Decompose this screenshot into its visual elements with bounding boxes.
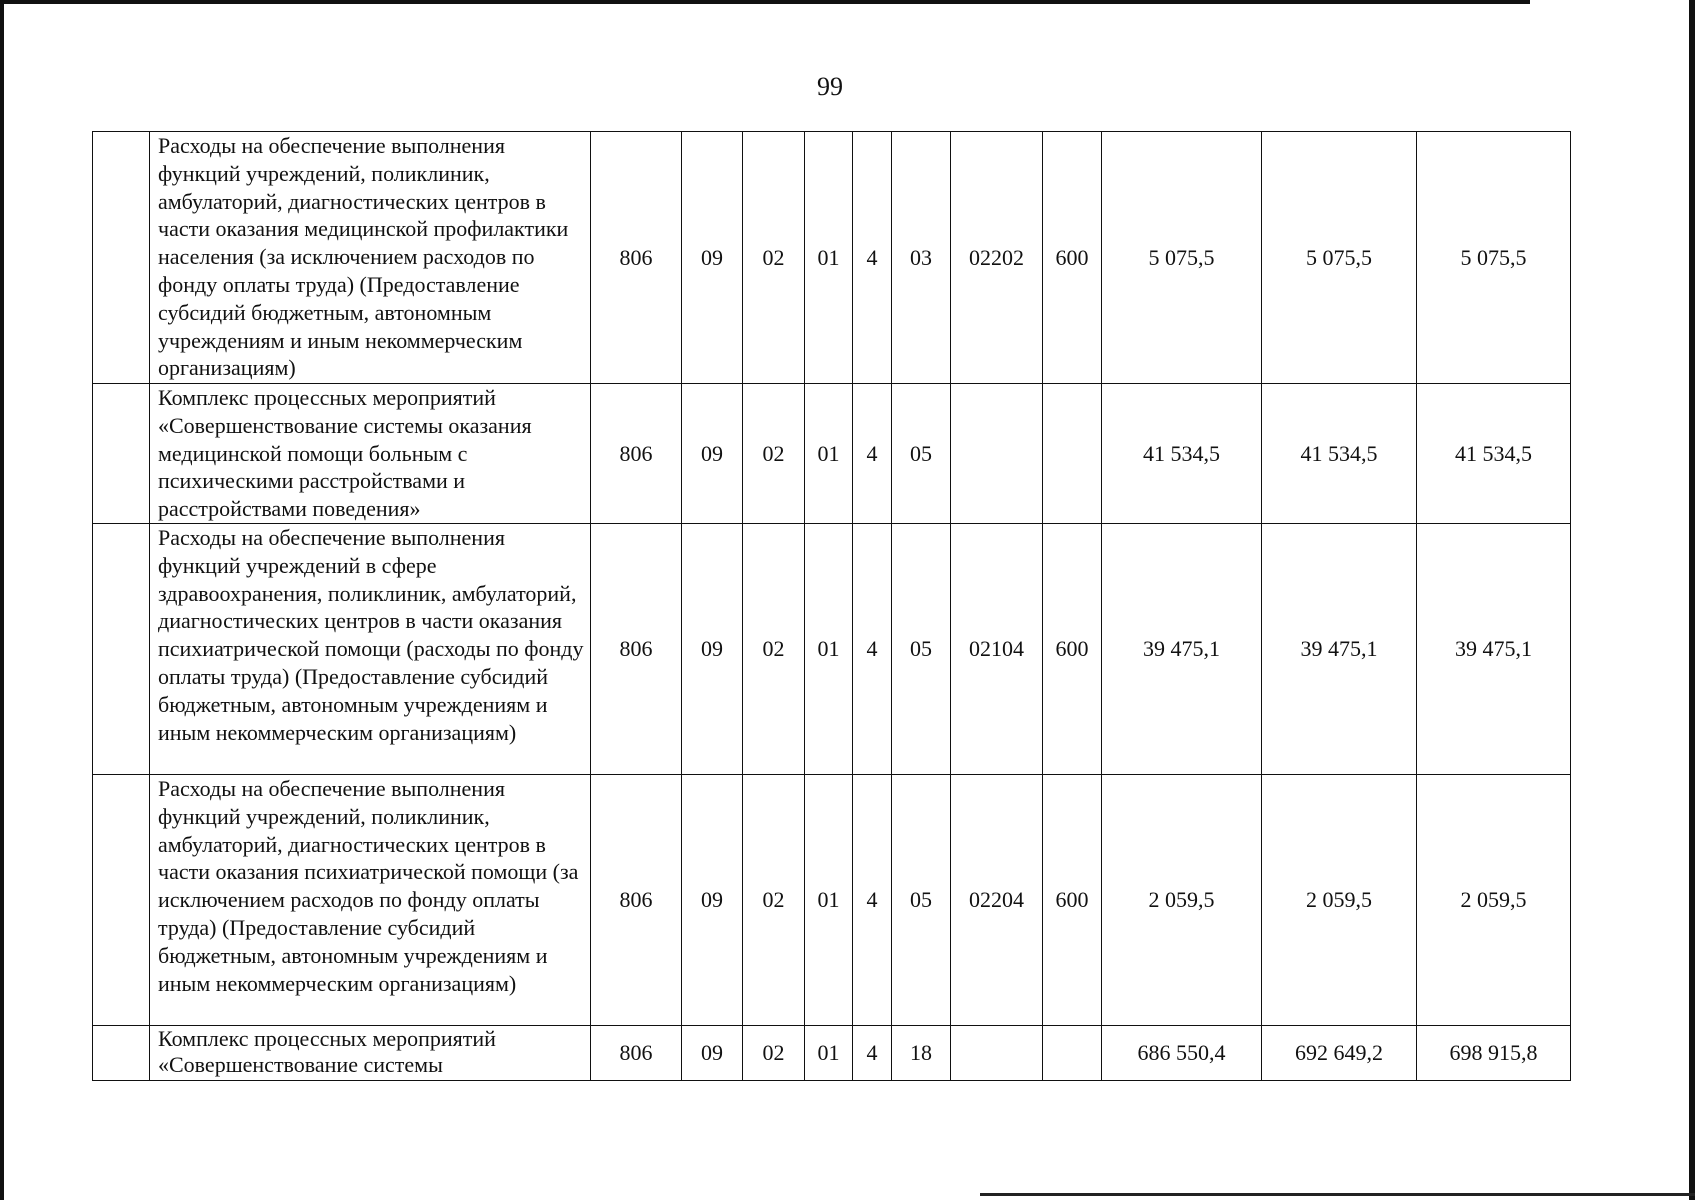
type-cell: 4 xyxy=(853,1026,892,1081)
amount-year1-cell: 686 550,4 xyxy=(1102,1026,1262,1081)
amount-year1-cell: 5 075,5 xyxy=(1102,132,1262,384)
table-row xyxy=(93,775,1571,1026)
row-number-cell xyxy=(93,524,150,775)
description-cell: Комплекс процессных мероприятий «Совершенствование системы оказания медицинской помощи больным с психическими расстройствами и расстройствами поведения» xyxy=(150,384,591,524)
subprogram-cell: 18 xyxy=(892,1026,951,1081)
subsection-cell: 02 xyxy=(743,775,805,1026)
amount-year2-cell: 5 075,5 xyxy=(1262,132,1417,384)
row-number-cell xyxy=(93,775,150,1026)
type-cell: 4 xyxy=(853,524,892,775)
direction-cell: 02204 xyxy=(951,775,1043,1026)
type-cell: 4 xyxy=(853,132,892,384)
table-row xyxy=(93,384,1571,524)
subsection-cell: 02 xyxy=(743,524,805,775)
description-cell: Расходы на обеспечение выполнения функций учреждений, поликлиник, амбулаторий, диагностических центров в части оказания медицинской профилактики населения (за исключением расходов по фонду оплаты труда) (Предоставление субсидий бюджетным, автономным учреждениям и иным некоммерческим организациям) xyxy=(150,132,591,384)
row-number-cell xyxy=(93,384,150,524)
subprogram-cell: 05 xyxy=(892,775,951,1026)
description-cell: Расходы на обеспечение выполнения функций учреждений, поликлиник, амбулаторий, диагностических центров в части оказания психиатрической помощи (за исключением расходов по фонду оплаты труда) (Предоставление субсидий бюджетным, автономным учреждениям и иным некоммерческим организациям) xyxy=(150,775,591,1026)
table-row xyxy=(93,524,1571,775)
amount-year3-cell: 41 534,5 xyxy=(1417,384,1571,524)
section-cell: 09 xyxy=(682,524,743,775)
amount-year3-cell: 698 915,8 xyxy=(1417,1026,1571,1081)
grbs-cell: 806 xyxy=(591,524,682,775)
direction-cell: 02202 xyxy=(951,132,1043,384)
table-row xyxy=(93,132,1571,384)
expense-type-cell: 600 xyxy=(1043,524,1102,775)
type-cell: 4 xyxy=(853,775,892,1026)
grbs-cell: 806 xyxy=(591,1026,682,1081)
program-cell: 01 xyxy=(805,384,853,524)
section-cell: 09 xyxy=(682,384,743,524)
amount-year3-cell: 39 475,1 xyxy=(1417,524,1571,775)
scan-border-right xyxy=(1689,0,1695,1200)
type-cell: 4 xyxy=(853,384,892,524)
section-cell: 09 xyxy=(682,775,743,1026)
grbs-cell: 806 xyxy=(591,775,682,1026)
subprogram-cell: 03 xyxy=(892,132,951,384)
scan-border-top xyxy=(0,0,1530,4)
subprogram-cell: 05 xyxy=(892,384,951,524)
direction-cell: 02104 xyxy=(951,524,1043,775)
section-cell: 09 xyxy=(682,132,743,384)
program-cell: 01 xyxy=(805,132,853,384)
amount-year2-cell: 41 534,5 xyxy=(1262,384,1417,524)
program-cell: 01 xyxy=(805,775,853,1026)
row-number-cell xyxy=(93,1026,150,1081)
subsection-cell: 02 xyxy=(743,132,805,384)
direction-cell xyxy=(951,384,1043,524)
amount-year2-cell: 2 059,5 xyxy=(1262,775,1417,1026)
program-cell: 01 xyxy=(805,524,853,775)
amount-year3-cell: 5 075,5 xyxy=(1417,132,1571,384)
section-cell: 09 xyxy=(682,1026,743,1081)
grbs-cell: 806 xyxy=(591,132,682,384)
amount-year1-cell: 41 534,5 xyxy=(1102,384,1262,524)
expense-type-cell xyxy=(1043,384,1102,524)
expense-type-cell: 600 xyxy=(1043,775,1102,1026)
table-row xyxy=(93,1026,1571,1081)
description-cell: Расходы на обеспечение выполнения функций учреждений в сфере здравоохранения, поликлиник, амбулаторий, диагностических центров в части оказания психиатрической помощи (расходы по фонду оплаты труда) (Предоставление субсидий бюджетным, автономным учреждениям и иным некоммерческим организациям) xyxy=(150,524,591,775)
description-cell: Комплекс процессных мероприятий «Совершенствование системы xyxy=(150,1026,591,1081)
amount-year1-cell: 2 059,5 xyxy=(1102,775,1262,1026)
scan-border-left xyxy=(0,0,4,1200)
page-number: 99 xyxy=(817,72,843,101)
scan-border-bottom xyxy=(980,1193,1695,1196)
expense-type-cell xyxy=(1043,1026,1102,1081)
expense-type-cell: 600 xyxy=(1043,132,1102,384)
subsection-cell: 02 xyxy=(743,384,805,524)
grbs-cell: 806 xyxy=(591,384,682,524)
row-number-cell xyxy=(93,132,150,384)
amount-year3-cell: 2 059,5 xyxy=(1417,775,1571,1026)
amount-year2-cell: 692 649,2 xyxy=(1262,1026,1417,1081)
amount-year2-cell: 39 475,1 xyxy=(1262,524,1417,775)
program-cell: 01 xyxy=(805,1026,853,1081)
amount-year1-cell: 39 475,1 xyxy=(1102,524,1262,775)
subsection-cell: 02 xyxy=(743,1026,805,1081)
direction-cell xyxy=(951,1026,1043,1081)
subprogram-cell: 05 xyxy=(892,524,951,775)
budget-table xyxy=(92,131,1571,1081)
